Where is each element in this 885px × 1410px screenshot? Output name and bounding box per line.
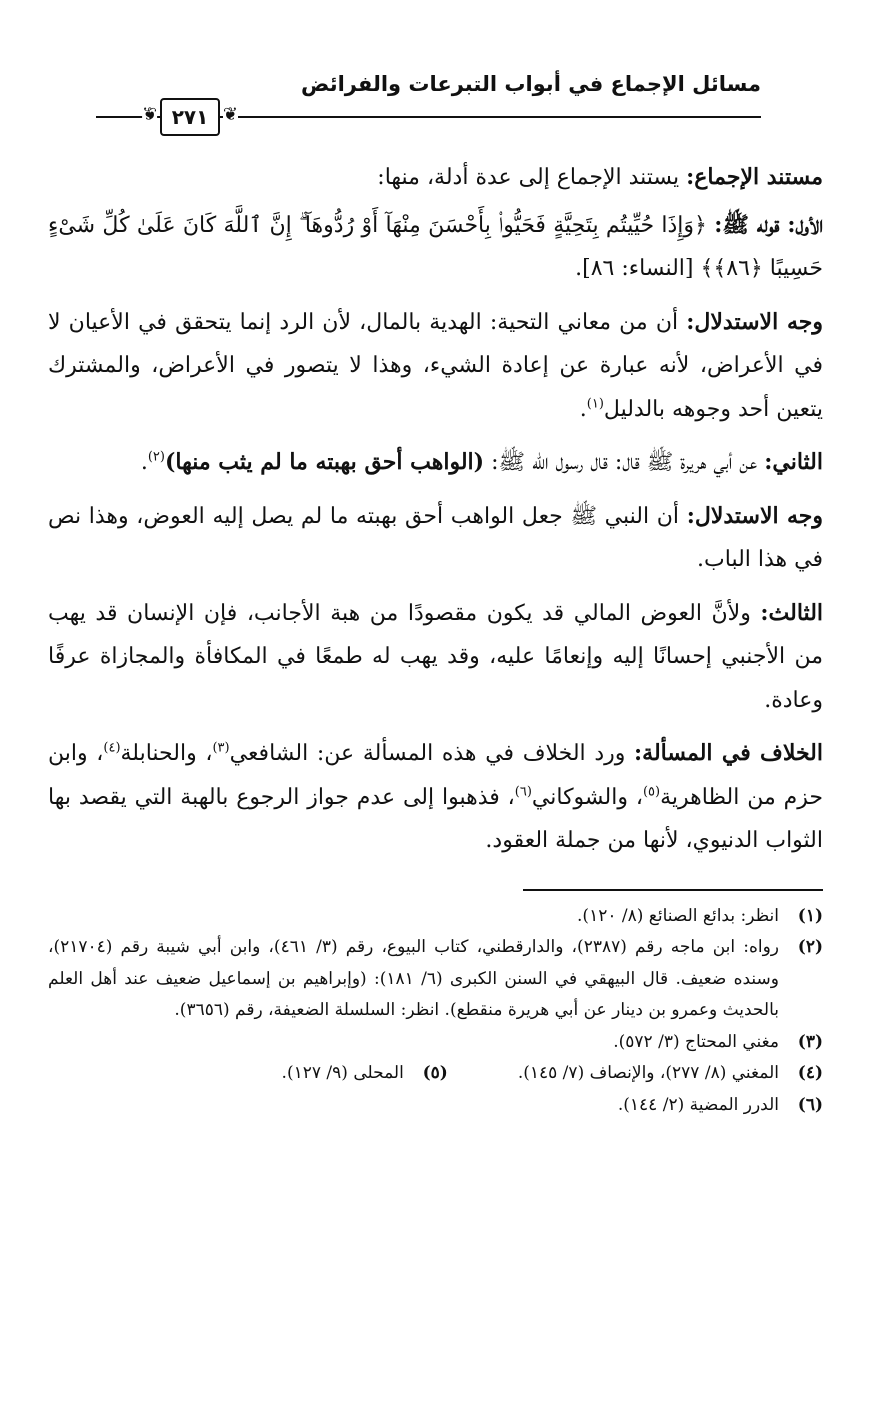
footnote-number: (٦) (797, 1094, 823, 1115)
paragraph-basis (48, 156, 823, 200)
footnote-1 (48, 901, 823, 933)
footnote-ref[interactable]: (٣) (212, 740, 230, 756)
paragraph-text: يستند الإجماع إلى عدة أدلة، منها: (377, 165, 680, 190)
footnotes (48, 901, 823, 1122)
footnote-number: (١) (797, 905, 823, 926)
paragraph-text: عن أبي هريرة ﷺ قال: قال رسول الله ﷺ: (491, 450, 758, 475)
footnote-text: انظر: بدائع الصنائع (٨/ ١٢٠). (577, 905, 779, 926)
footnote-number: (٢) (797, 937, 823, 957)
footnote-2 (48, 932, 823, 1027)
paragraph-second-proof (48, 441, 823, 485)
footnote-3 (48, 1027, 823, 1059)
main-text (48, 156, 823, 863)
paragraph-lead: الثالث: (760, 599, 824, 626)
footnote-text: المغني (٨/ ٢٧٧)، والإنصاف (٧/ ١٤٥). (517, 1063, 779, 1083)
paragraph-inference-1 (48, 301, 823, 432)
paragraph-inference-2 (48, 495, 823, 582)
paragraph-lead: مستند الإجماع: (686, 164, 823, 190)
punctuation: . (579, 396, 587, 422)
footnote-separator (523, 889, 823, 891)
footnote-ref[interactable]: (٢) (147, 449, 165, 465)
paragraph-lead: الثاني: (764, 449, 823, 475)
paragraph-text: ولأنَّ العوض المالي قد يكون مقصودًا من هبة الأجانب، فإن الإنسان قد يهب من الأجنبي إحسانًا إليه وإنعامًا عليه، وقد يهب له طمعًا في المكافأة والمجازاة عرفًا وعادة. (48, 600, 823, 713)
paragraph-text: ، والحنابلة (120, 741, 213, 766)
paragraph-disagreement (48, 732, 823, 863)
paragraph-text: ورد الخلاف في هذه المسألة عن: الشافعي (229, 741, 626, 766)
hadith-text: (الواهب أحق بهبته ما لم يثب منها) (164, 449, 485, 475)
punctuation: . (140, 450, 148, 475)
running-title: مسائل الإجماع في أبواب التبرعات والفرائض (301, 72, 761, 96)
footnote-4 (518, 1058, 823, 1090)
footnote-ref[interactable]: (١) (586, 396, 604, 412)
footnote-5 (282, 1058, 448, 1090)
footnote-ref[interactable]: (٦) (514, 784, 532, 800)
paragraph-text: أن النبي ﷺ جعل الواهب أحق بهبته ما لم يصل إليه العوض، وهذا نص في هذا الباب. (48, 503, 823, 572)
quran-verse: ﴿وَإِذَا حُيِّيتُم بِتَحِيَّةٍ فَحَيُّوا۟ بِأَحْسَنَ مِنْهَآ أَوْ رُدُّوهَآ ۗ إِنَّ ٱللَّهَ كَانَ عَلَىٰ كُلِّ شَىْءٍ حَسِيبًا ﴿٨٦﴾﴾ (48, 212, 823, 281)
footnote-ref[interactable]: (٤) (103, 740, 121, 756)
paragraph-text: ، فذهبوا إلى عدم جواز الرجوع بالهبة التي يقصد بها الثواب الدنيوي، لأنها من جملة العقود. (48, 784, 823, 853)
page-header (48, 0, 823, 156)
footnote-number: (٥) (422, 1063, 448, 1083)
paragraph-text: ، والشوكاني (531, 784, 643, 810)
paragraph-lead: وجه الاستدلال: (686, 308, 823, 335)
footnote-text: المحلى (٩/ ١٢٧). (281, 1063, 404, 1083)
footnote-ref[interactable]: (٥) (642, 784, 661, 800)
paragraph-third-proof (48, 592, 823, 723)
footnote-text: مغني المحتاج (٣/ ٥٧٢). (613, 1031, 779, 1052)
footnote-6 (48, 1090, 823, 1122)
paragraph-lead: وجه الاستدلال: (686, 502, 823, 529)
footnote-text: الدرر المضية (٢/ ١٤٤). (617, 1094, 779, 1115)
footnote-number: (٣) (797, 1031, 823, 1052)
footnote-row (48, 1058, 823, 1090)
paragraph-text: أن من معاني التحية: الهدية بالمال، لأن الرد إنما يتحقق في الأعيان لا في الأعراض، لأنه عبارة عن إعادة الشيء، وهذا لا يتصور في الأعراض، والمشترك يتعين أحد وجوهه بالدليل (48, 309, 823, 422)
paragraph-first-proof (48, 204, 823, 291)
footnote-number: (٤) (797, 1063, 823, 1083)
paragraph-lead: الخلاف في المسألة: (634, 740, 823, 766)
paragraph-lead: الأول: قوله ﷺ: (714, 211, 823, 238)
page-number: ❦ ٢٧١ ❦ (160, 98, 220, 136)
verse-reference: [النساء: ٨٦]. (575, 256, 694, 281)
paragraph-text: ، وابن حزم من الظاهرية (48, 741, 823, 810)
footnote-text: رواه: ابن ماجه رقم (٢٣٨٧)، والدارقطني، كتاب البيوع، رقم (٣/ ٤٦١)، وابن أبي شيبة رقم (٢١٧٠٤)، وسنده ضعيف. قال البيهقي في السنن الكبرى (٦/ ١٨١): (وإبراهيم بن إسماعيل ضعيف عند أهل العلم بالحديث وعمرو بن دينار عن أبي هريرة منقطع). انظر: السلسلة الضعيفة، رقم (٣٦٥٦). (48, 937, 780, 1020)
